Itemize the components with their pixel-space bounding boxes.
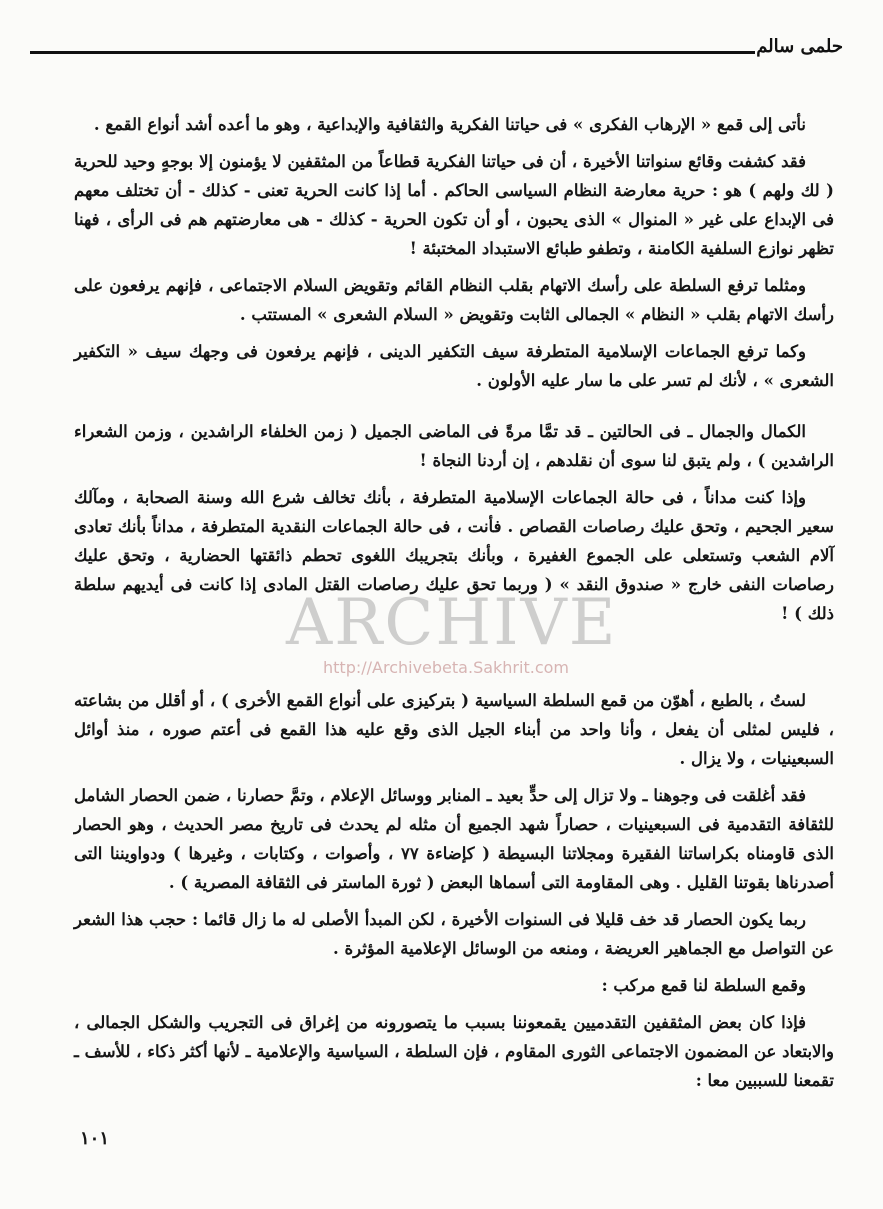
paragraph: فقد أغلقت فى وجوهنا ـ ولا تزال إلى حدٍّ بعيد ـ المنابر ووسائل الإعلام ، وتمَّ حصارنا ، ضمن الحصار الشامل للثقافة التقدمية فى السبعينيات ، حصاراً شهد الجميع أن مثله لم يحدث فى تاريخ مصر الحديث ، وهو الحصار الذى قاومناه بكراساتنا الفقيرة ومجلاتنا البسيطة ( كإضاءة ٧٧ ، وأصوات ، وكتابات ، وغيرها ) ودواويننا التى أصدرناها بقوتنا القليل . وهى المقاومة التى أسماها البعض ( ثورة الماستر فى الثقافة المصرية ) . (74, 786, 834, 892)
paragraph: ربما يكون الحصار قد خف قليلا فى السنوات الأخيرة ، لكن المبدأ الأصلى له ما زال قائما : حجب هذا الشعر عن التواصل مع الجماهير العريضة ، ومنعه من الوسائل الإعلامية المؤثرة . (74, 910, 834, 958)
paragraph: الكمال والجمال ـ فى الحالتين ـ قد تمَّا مرةً فى الماضى الجميل ( زمن الخلفاء الراشدين ، وزمن الشعراء الراشدين ) ، ولم يتبق لنا سوى أن نقلدهم ، إن أردنا النجاة ! (74, 422, 834, 470)
article-body (74, 110, 834, 1103)
page-header (30, 34, 843, 62)
header-rule (30, 51, 755, 54)
paragraph: نأتى إلى قمع « الإرهاب الفكرى » فى حياتنا الفكرية والثقافية والإبداعية ، وهو ما أعده أشد أنواع القمع . (93, 115, 806, 134)
page-number: ١٠١ (80, 1128, 110, 1149)
paragraph: فقد كشفت وقائع سنواتنا الأخيرة ، أن فى حياتنا الفكرية قطاعاً من المثقفين لا يؤمنون إلا بوجهٍ وحيد للحرية ( لك ولهم ) هو : حرية معارضة النظام السياسى الحاكم . أما إذا كانت الحرية تعنى - كذلك - أن تختلف معهم فى الإبداع على غير « المنوال » الذى يحبون ، أو أن تكون الحرية - كذلك - هى معارضتهم هم فى الرأى ، فهنا تظهر نوازع السلفية الكامنة ، وتطفو طبائع الاستبداد المختبئة ! (74, 152, 835, 258)
paragraph: لستُ ، بالطبع ، أهوّن من قمع السلطة السياسية ( بتركيزى على أنواع القمع الأخرى ) ، أو أقلل من بشاعته ، فليس لمثلى أن يفعل ، وأنا واحد من أبناء الجيل الذى وقع عليه هذا القمع فى أعتم صوره ، منذ أوائل السبعينيات ، ولا يزال . (74, 691, 834, 768)
paragraph: فإذا كان بعض المثقفين التقدميين يقمعوننا بسبب ما يتصورونه من إغراق فى التجريب والشكل الجمالى ، والابتعاد عن المضمون الاجتماعى الثورى المقاوم ، فإن السلطة ، السياسية والإعلامية ـ لأنها أكثر ذكاء ، للأسف ـ تقمعنا للسببين معا : (74, 1013, 834, 1090)
paragraph: ومثلما ترفع السلطة على رأسك الاتهام بقلب النظام القائم وتقويض السلام الاجتماعى ، فإنهم يرفعون على رأسك الاتهام بقلب « النظام » الجمالى الثابت وتقويض « السلام الشعرى » المستتب . (74, 276, 834, 324)
watermark-title: ARCHIVE (286, 586, 618, 660)
author-name: حلمى سالم (756, 36, 843, 57)
paragraph: وإذا كنت مداناً ، فى حالة الجماعات الإسلامية المتطرفة ، بأنك تخالف شرع الله وسنة الصحابة ، ومآلك سعير الجحيم ، وتحق عليك رصاصات القصاص . فأنت ، فى حالة الجماعات النقدية المتطرفة ، مداناً بأنك تعادى آلام الشعب وتستعلى على الجموع الغفيرة ، وبأنك بتجريبك اللغوى تحطم ذائقتها الحضارية ، وتحق عليك رصاصات النفى خارج « صندوق النقد » ( وربما تحق عليك رصاصات القتل المادى إذا كانت فى أيديهم سلطة ذلك ) ! (74, 488, 834, 623)
paragraph: وكما ترفع الجماعات الإسلامية المتطرفة سيف التكفير الدينى ، فإنهم يرفعون فى وجهك سيف « التكفير الشعرى » ، لأنك لم تسر على ما سار عليه الأولون . (74, 342, 834, 390)
watermark-url: http://Archivebeta.Sakhrit.com (323, 658, 569, 677)
paragraph: وقمع السلطة لنا قمع مركب : (601, 976, 806, 995)
